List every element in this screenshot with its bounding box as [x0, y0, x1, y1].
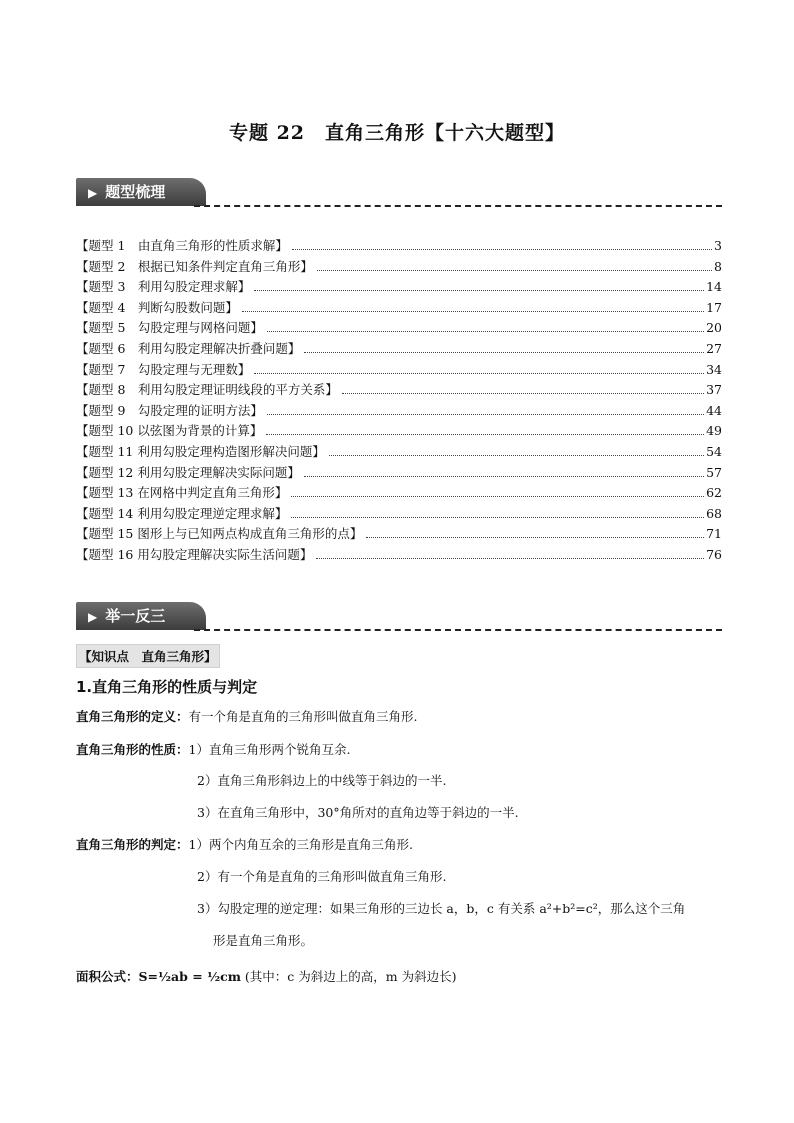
- properties-line-3: 3）在直角三角形中，30°角所对的直角边等于斜边的一半.: [197, 805, 519, 820]
- toc-entry[interactable]: 【题型 7 勾股定理与无理数】 34: [76, 361, 722, 377]
- toc-entry[interactable]: 【题型 11 利用勾股定理构造图形解决问题】 54: [76, 443, 722, 459]
- criteria-line-4: 形是直角三角形。: [213, 933, 314, 948]
- toc-entry[interactable]: 【题型 10 以弦图为背景的计算】 49: [76, 423, 722, 439]
- dash-dot-divider: [194, 205, 722, 207]
- banner-examples: [76, 602, 722, 634]
- section-heading: 1.直角三角形的性质与判定: [76, 678, 258, 696]
- knowledge-point-tag: 【知识点 直角三角形】: [76, 644, 220, 668]
- banner-tab: [76, 602, 206, 630]
- criteria-line-2: 2）有一个角是直角的三角形叫做直角三角形.: [197, 869, 447, 884]
- toc-entry[interactable]: 【题型 1 由直角三角形的性质求解】 3: [76, 238, 722, 253]
- toc-entry[interactable]: 【题型 16 用勾股定理解决实际生活问题】 76: [76, 546, 722, 562]
- toc-entry[interactable]: 【题型 4 判断勾股数问题】 17: [76, 299, 722, 315]
- page-title: 专题 22 直角三角形【十六大题型】: [228, 122, 566, 144]
- toc-entry[interactable]: 【题型 3 利用勾股定理求解】 14: [76, 279, 722, 295]
- play-triangle-icon: ▶: [88, 186, 98, 200]
- toc-entry[interactable]: 【题型 5 勾股定理与网格问题】 20: [76, 320, 722, 336]
- toc-entry[interactable]: 【题型 6 利用勾股定理解决折叠问题】 27: [76, 340, 722, 356]
- banner-question-types: [76, 178, 722, 210]
- toc-entry[interactable]: 【题型 14 利用勾股定理逆定理求解】 68: [76, 505, 722, 521]
- toc-entry[interactable]: 【题型 15 图形上与已知两点构成直角三角形的点】 71: [76, 526, 722, 542]
- toc-entry[interactable]: 【题型 13 在网格中判定直角三角形】 62: [76, 485, 722, 501]
- banner-tab: [76, 178, 206, 206]
- criteria-line-1: 直角三角形的判定：1）两个内角互余的三角形是直角三角形.: [76, 837, 413, 852]
- banner-label: 举一反三: [105, 607, 166, 625]
- banner-label: 题型梳理: [105, 183, 166, 201]
- toc-entry[interactable]: 【题型 2 根据已知条件判定直角三角形】 8: [76, 258, 722, 274]
- play-triangle-icon: ▶: [88, 610, 98, 624]
- toc-entry[interactable]: 【题型 8 利用勾股定理证明线段的平方关系】 37: [76, 382, 722, 398]
- toc-entry[interactable]: 【题型 12 利用勾股定理解决实际问题】 57: [76, 464, 722, 480]
- area-formula-line: 面积公式：S=½ab = ½cm (其中：c 为斜边上的高，m 为斜边长): [76, 969, 457, 984]
- properties-line-1: 直角三角形的性质：1）直角三角形两个锐角互余.: [76, 742, 351, 757]
- dash-dot-divider: [194, 629, 722, 631]
- table-of-contents: [76, 236, 722, 566]
- definition-line: 直角三角形的定义：有一个角是直角的三角形叫做直角三角形.: [76, 709, 418, 724]
- criteria-line-3: 3）勾股定理的逆定理：如果三角形的三边长 a，b，c 有关系 a²+b²=c²，那么这个三角: [197, 901, 686, 916]
- toc-entry[interactable]: 【题型 9 勾股定理的证明方法】 44: [76, 402, 722, 418]
- properties-line-2: 2）直角三角形斜边上的中线等于斜边的一半.: [197, 773, 447, 788]
